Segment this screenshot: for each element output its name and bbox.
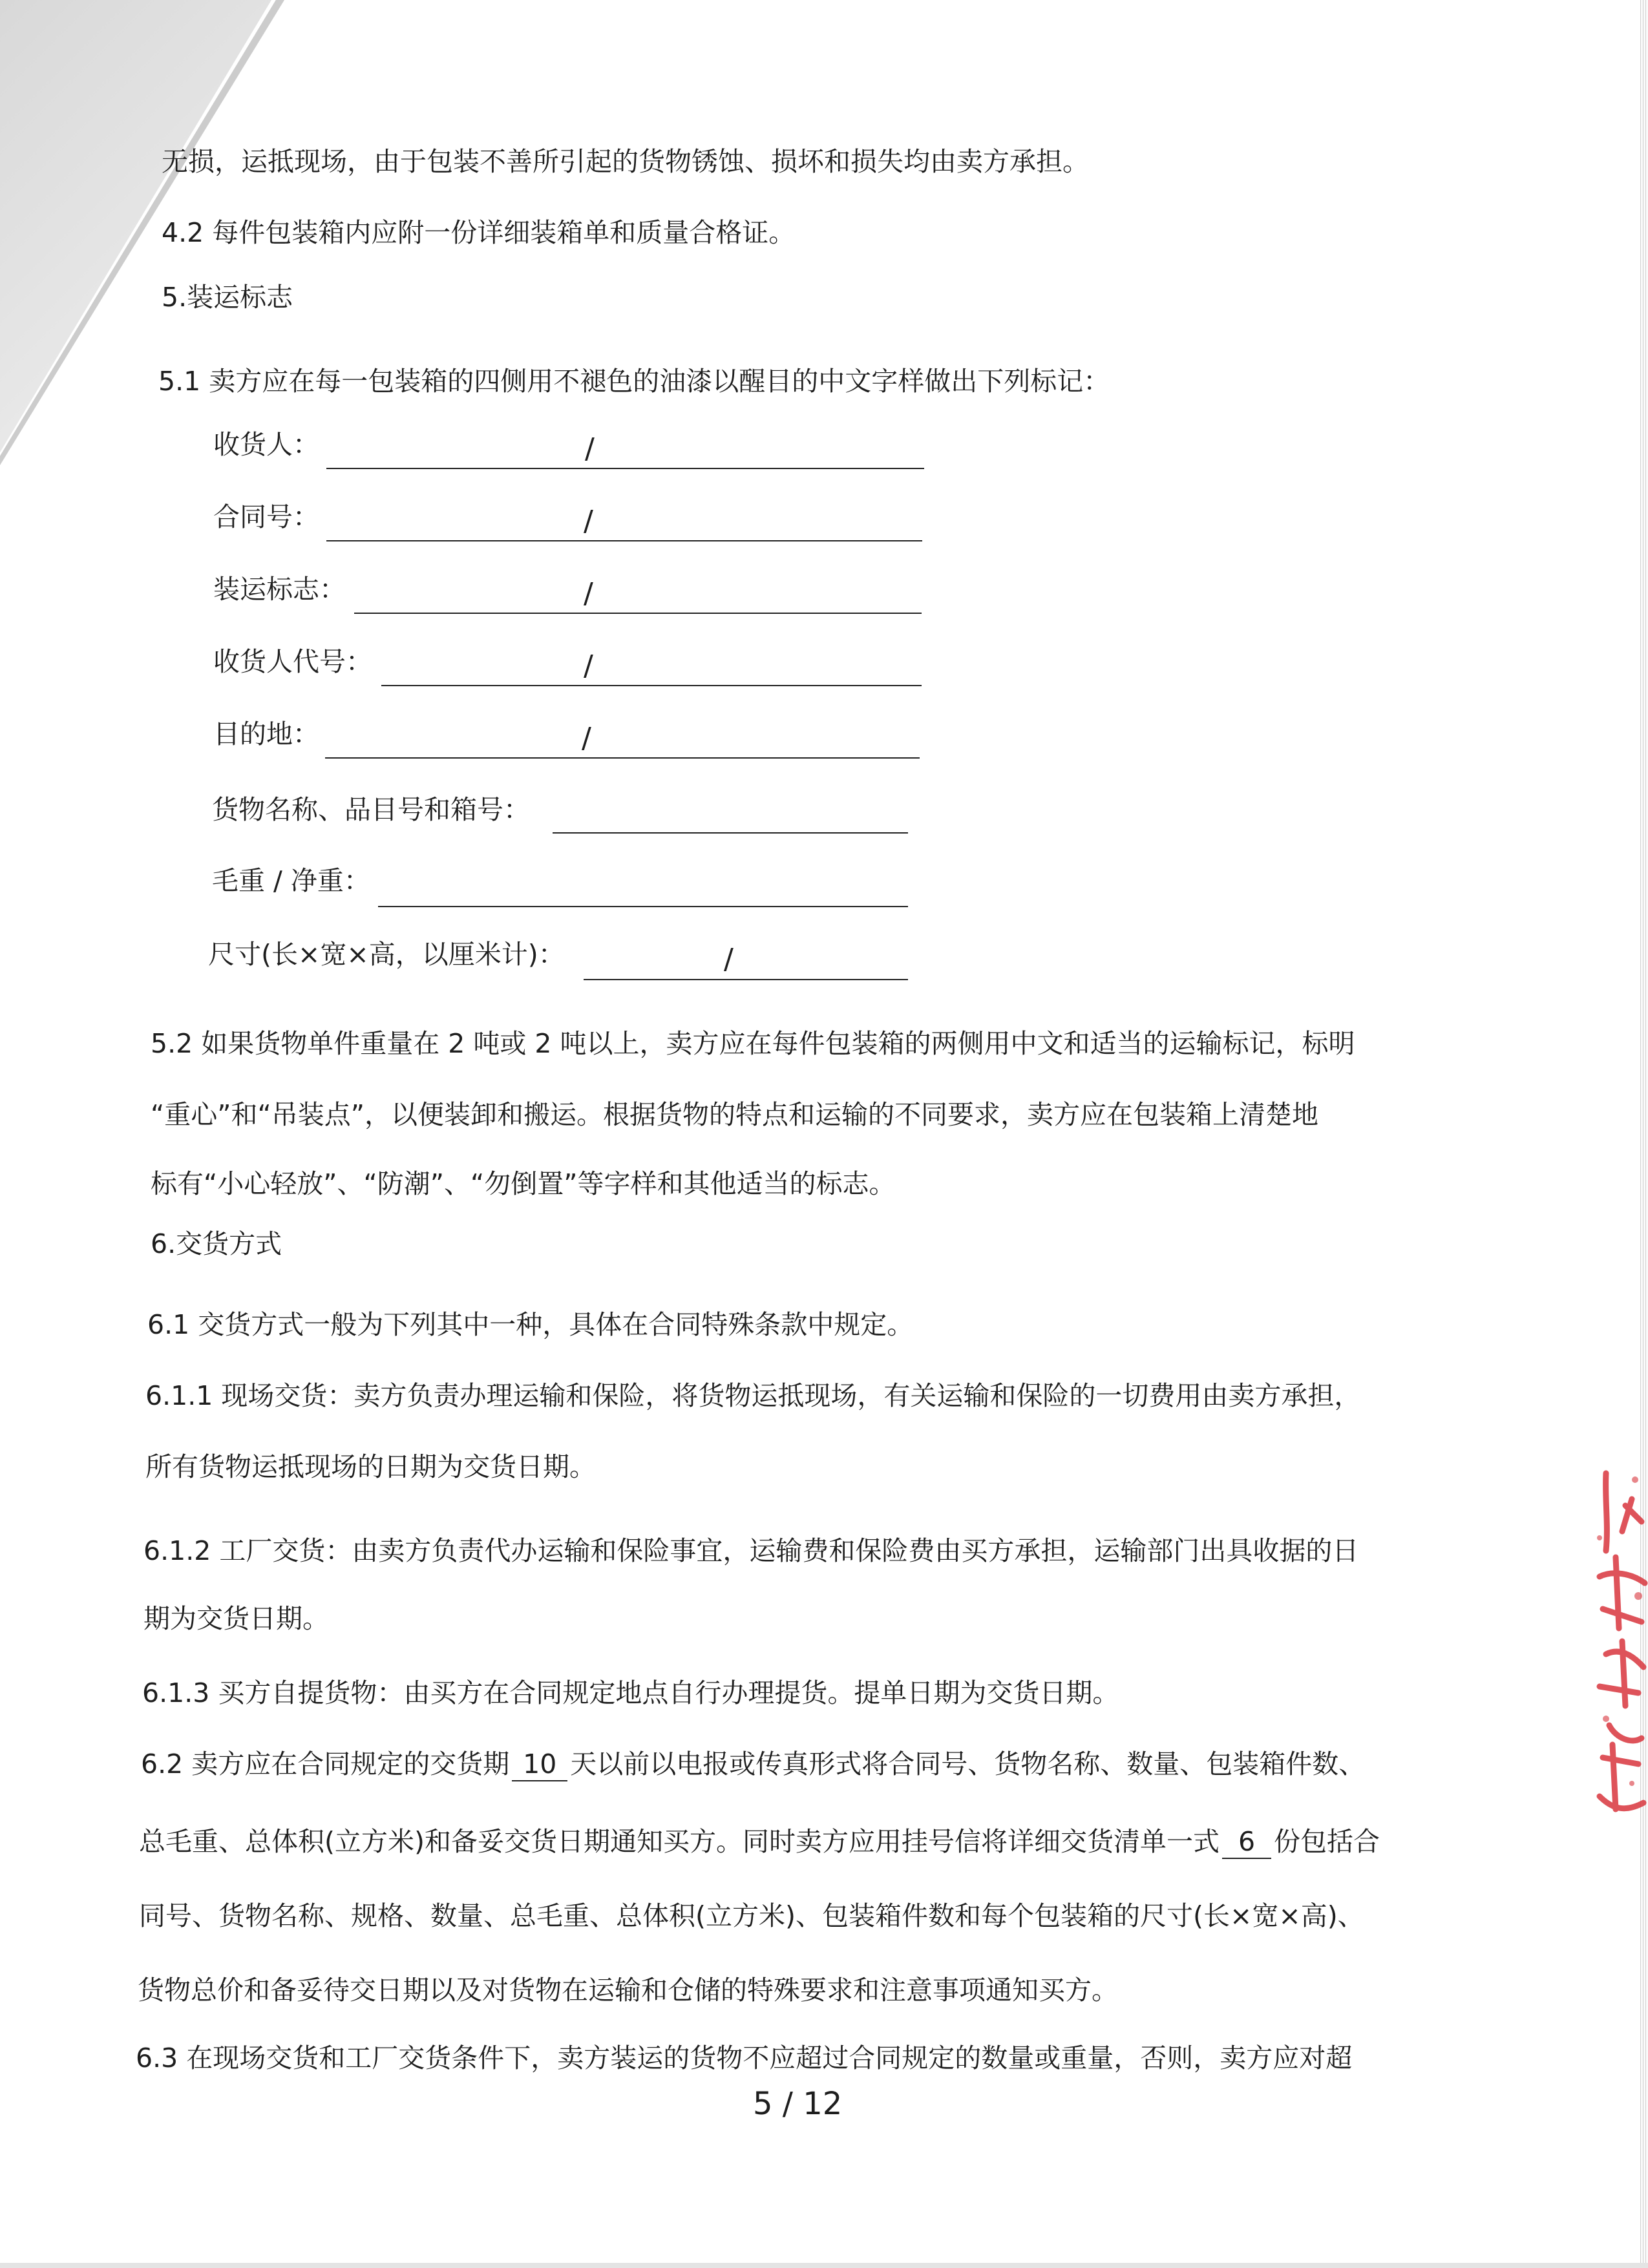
- field-label-consignee-code: 收货人代号：: [213, 646, 372, 677]
- text-line: 货物总价和备妥待交日期以及对货物在运输和仓储的特殊要求和注意事项通知买方。: [138, 1975, 1118, 2006]
- field-label-contract-no: 合同号：: [213, 501, 319, 532]
- text-segment: 6.2 卖方应在合同规定的交货期: [141, 1748, 510, 1780]
- field-slash: /: [584, 649, 593, 682]
- section-heading: 5.装运标志: [162, 282, 293, 313]
- page-number: 5 / 12: [753, 2086, 843, 2122]
- text-line: 4.2 每件包装箱内应附一份详细装箱单和质量合格证。: [162, 217, 796, 248]
- text-line: 所有货物运抵现场的日期为交货日期。: [145, 1451, 596, 1482]
- text-line: 6.3 在现场交货和工厂交货条件下，卖方装运的货物不应超过合同规定的数量或重量，否则，卖方应对超: [136, 2042, 1353, 2074]
- field-line-consignee: [326, 468, 924, 469]
- text-line-delivery-notice: [141, 1748, 1365, 1781]
- text-segment: 总毛重、总体积(立方米)和备妥交货日期通知买方。同时卖方应用挂号信将详细交货清单一式: [139, 1826, 1220, 1857]
- field-label-goods-name: 货物名称、品目号和箱号：: [212, 794, 530, 825]
- scan-edge-bottom: [0, 2263, 1648, 2268]
- text-line: 6.1.1 现场交货：卖方负责办理运输和保险，将货物运抵现场，有关运输和保险的一切费用由卖方承担，: [145, 1380, 1361, 1411]
- field-line-shipping-mark: [354, 613, 922, 614]
- scan-edge-right: [1640, 0, 1648, 2268]
- text-line: 无损，运抵现场，由于包装不善所引起的货物锈蚀、损坏和损失均由卖方承担。: [162, 146, 1089, 177]
- field-line-goods-name: [553, 832, 908, 834]
- field-label-weight: 毛重 / 净重：: [212, 865, 370, 896]
- section-heading: 6.交货方式: [151, 1228, 282, 1259]
- text-line: 5.2 如果货物单件重量在 2 吨或 2 吨以上，卖方应在每件包装箱的两侧用中文和适当的运输标记，标明: [151, 1028, 1355, 1059]
- text-line: 同号、货物名称、规格、数量、总毛重、总体积(立方米)、包装箱件数和每个包装箱的尺寸(长×宽×高)、: [139, 1900, 1364, 1931]
- text-line: 6.1.2 工厂交货：由卖方负责代办运输和保险事宜，运输费和保险费由买方承担，运输部门出具收据的日: [143, 1535, 1359, 1566]
- text-line-copies: [139, 1825, 1380, 1859]
- text-line: 期为交货日期。: [143, 1603, 329, 1634]
- copies-value: 6: [1222, 1825, 1271, 1859]
- field-label-destination: 目的地：: [213, 719, 319, 750]
- field-slash: /: [582, 722, 591, 755]
- field-line-dimensions: [584, 979, 908, 980]
- text-segment: 份包括合: [1274, 1826, 1380, 1857]
- field-line-weight: [378, 906, 908, 907]
- text-line: 5.1 卖方应在每一包装箱的四侧用不褪色的油漆以醒目的中文字样做出下列标记：: [158, 366, 1110, 397]
- text-line: “重心”和“吊装点”，以便装卸和搬运。根据货物的特点和运输的不同要求，卖方应在包装箱上清楚地: [151, 1099, 1318, 1130]
- field-slash: /: [724, 943, 734, 976]
- field-line-consignee-code: [381, 685, 922, 686]
- text-segment: 天以前以电报或传真形式将合同号、货物名称、数量、包装箱件数、: [570, 1748, 1366, 1780]
- notice-days-value: 10: [512, 1748, 567, 1781]
- text-line: 标有“小心轻放”、“防潮”、“勿倒置”等字样和其他适当的标志。: [151, 1168, 896, 1199]
- field-line-contract-no: [326, 540, 922, 541]
- field-slash: /: [585, 432, 595, 465]
- field-label-shipping-mark: 装运标志：: [213, 574, 346, 605]
- field-slash: /: [584, 505, 593, 538]
- field-line-destination: [325, 757, 920, 759]
- red-seal-stamp: [1587, 1460, 1648, 1835]
- text-line: 6.1 交货方式一般为下列其中一种，具体在合同特殊条款中规定。: [147, 1309, 914, 1340]
- field-slash: /: [584, 577, 593, 610]
- field-label-consignee: 收货人：: [213, 429, 319, 460]
- field-label-dimensions: 尺寸(长×宽×高，以厘米计)：: [208, 939, 565, 970]
- text-line: 6.1.3 买方自提货物：由买方在合同规定地点自行办理提货。提单日期为交货日期。: [142, 1677, 1119, 1708]
